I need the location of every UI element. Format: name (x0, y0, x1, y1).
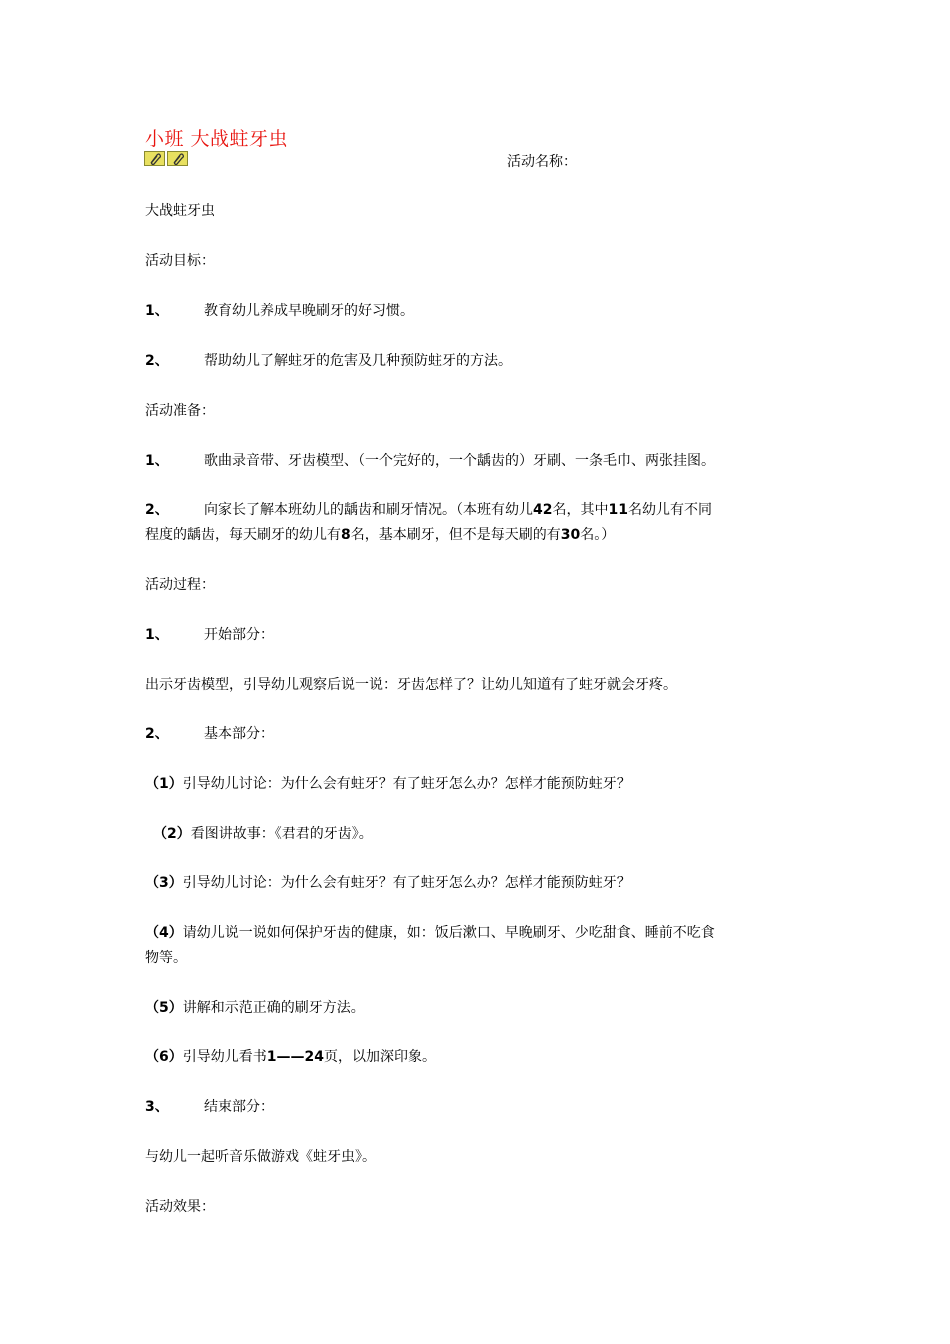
prep-number: 1、 (145, 453, 169, 469)
activity-name-label: 活动名称： (507, 154, 577, 170)
sub-item-text: 请幼儿说一说如何保护牙齿的健康，如：饭后漱口、早晚刷牙、少吃甜食、睡前不吃食 (182, 925, 715, 941)
prep-text: 向家长了解本班幼儿的龋齿和刷牙情况。（本班有幼儿 (204, 502, 533, 518)
step-number: 1、 (145, 627, 169, 643)
goal-number: 2、 (145, 353, 169, 369)
prep-item (145, 450, 715, 472)
step-heading (145, 624, 274, 646)
prep-label: 活动准备： (145, 403, 215, 419)
prep-count: 8 (341, 527, 351, 543)
sub-item (145, 922, 715, 944)
sub-item-text: 讲解和示范正确的刷牙方法。 (182, 1000, 365, 1016)
prep-item-continued (145, 524, 615, 546)
prep-text: 名，基本刷牙，但不是每天刷的有 (350, 527, 561, 543)
goal-text: 教育幼儿养成早晚刷牙的好习惯。 (204, 303, 414, 319)
prep-number: 2、 (145, 502, 169, 518)
sub-item-text: 引导幼儿讨论：为什么会有蛀牙？有了蛀牙怎么办？怎样才能预防蛀牙？ (182, 776, 631, 792)
sub-item-text: 看图讲故事：《君君的牙齿》。 (190, 826, 373, 842)
sub-item (145, 872, 631, 894)
page-range: 1——24 (266, 1049, 324, 1065)
sub-item-text: 页，以加深印象。 (323, 1049, 436, 1065)
step-title: 基本部分： (204, 726, 274, 742)
paperclip-icon[interactable] (144, 151, 165, 166)
prep-text: 名，其中 (552, 502, 609, 518)
prep-text: 歌曲录音带、牙齿模型、（一个完好的，一个龋齿的）牙刷、一条毛巾、两张挂图。 (204, 453, 715, 469)
effect-label: 活动效果： (145, 1199, 215, 1215)
prep-text: 名幼儿有不同 (627, 502, 712, 518)
attachment-icons (144, 151, 188, 166)
sub-item-number: （2） (153, 826, 191, 842)
sub-item-text: 引导幼儿看书 (182, 1049, 267, 1065)
prep-text: 程度的龋齿，每天刷牙的幼儿有 (145, 527, 341, 543)
sub-item (145, 773, 631, 795)
sub-item (145, 997, 365, 1019)
step-text: 与幼儿一起听音乐做游戏《蛀牙虫》。 (145, 1149, 376, 1165)
sub-item-number: （5） (145, 1000, 183, 1016)
goal-number: 1、 (145, 303, 169, 319)
goals-label: 活动目标： (145, 253, 215, 269)
prep-item (145, 499, 712, 521)
step-heading (145, 723, 274, 745)
prep-count: 11 (608, 502, 628, 518)
sub-item-number: （4） (145, 925, 183, 941)
prep-text: 名。） (580, 527, 616, 543)
step-number: 2、 (145, 726, 169, 742)
prep-count: 30 (560, 527, 581, 543)
process-label: 活动过程： (145, 577, 215, 593)
prep-count: 42 (533, 502, 553, 518)
sub-item-number: （1） (145, 776, 183, 792)
step-number: 3、 (145, 1099, 169, 1115)
sub-item-text: 引导幼儿讨论：为什么会有蛀牙？有了蛀牙怎么办？怎样才能预防蛀牙？ (182, 875, 631, 891)
step-text: 出示牙齿模型，引导幼儿观察后说一说：牙齿怎样了？让幼儿知道有了蛀牙就会牙疼。 (145, 677, 677, 693)
paperclip-icon[interactable] (167, 151, 188, 166)
step-title: 结束部分： (204, 1099, 274, 1115)
sub-item-number: （6） (145, 1049, 183, 1065)
activity-name: 大战蛀牙虫 (145, 203, 215, 219)
sub-item (145, 1046, 436, 1068)
sub-item-number: （3） (145, 875, 183, 891)
document-title: 小班 大战蛀牙虫 (145, 128, 289, 150)
goal-item (145, 300, 414, 322)
step-heading (145, 1096, 274, 1118)
sub-item-continued: 物等。 (145, 950, 187, 966)
step-title: 开始部分： (204, 627, 274, 643)
goal-text: 帮助幼儿了解蛀牙的危害及几种预防蛀牙的方法。 (204, 353, 512, 369)
goal-item (145, 350, 512, 372)
sub-item (153, 823, 373, 845)
